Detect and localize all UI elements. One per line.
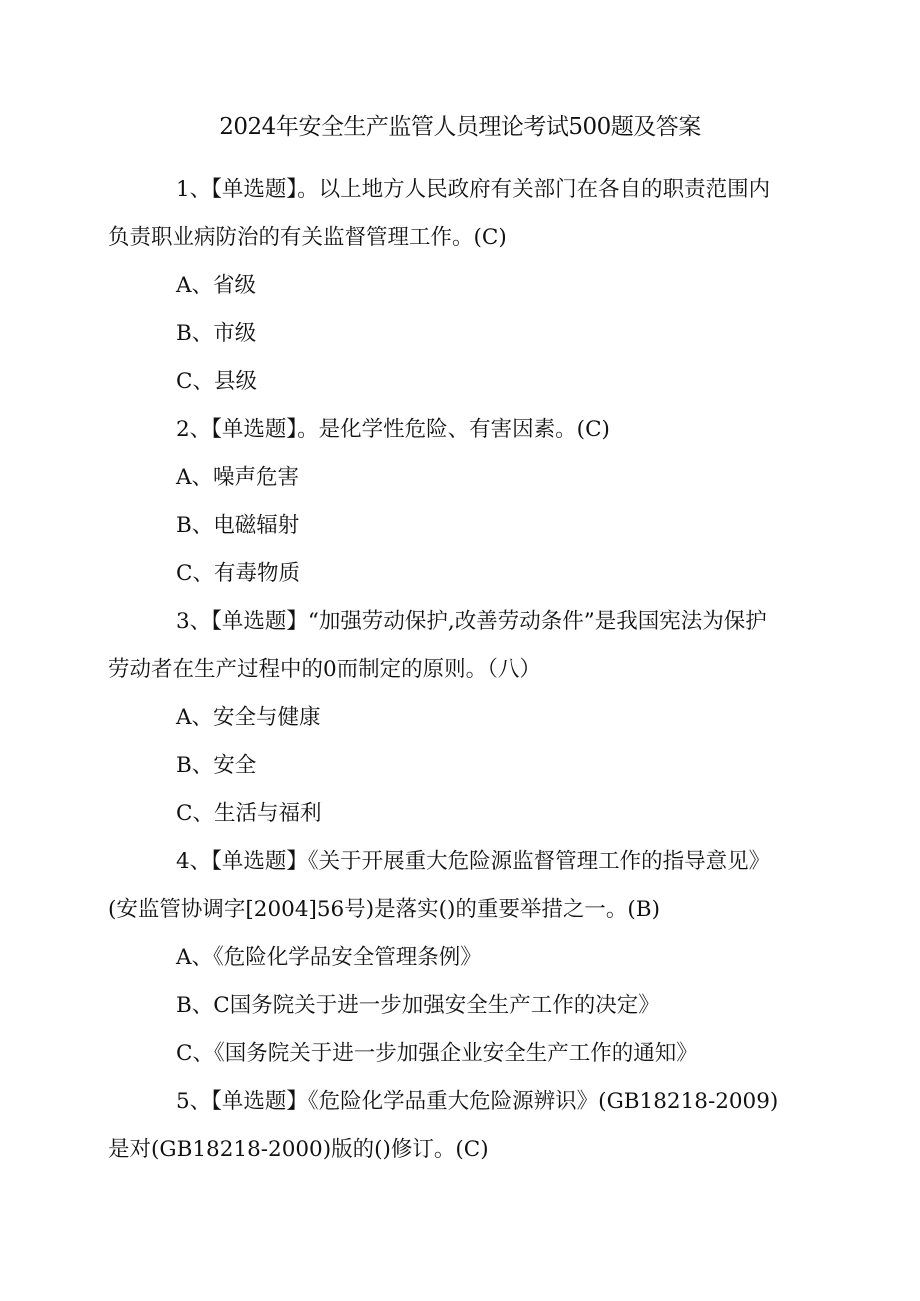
option-b: B、安全: [176, 753, 257, 778]
option-a: A、《危险化学品安全管理条例》: [176, 945, 482, 970]
option-a: A、噪声危害: [176, 465, 300, 490]
option-a: A、省级: [176, 273, 257, 298]
option-c: C、生活与福利: [176, 801, 322, 826]
option-b: B、市级: [176, 321, 257, 346]
option-b: B、电磁辐射: [176, 513, 300, 538]
question-3: [108, 598, 788, 838]
option-c: C、有毒物质: [176, 561, 300, 586]
question-list: [108, 166, 788, 1174]
question-text: 1、【单选题】。以上地方人民政府有关部门在各自的职责范围内负责职业病防治的有关监督管理工作。(C): [108, 177, 771, 250]
question-text: 5、【单选题】《危险化学品重大危险源辨识》(GB18218-2009)是对(GB18218-2000)版的()修订。(C): [108, 1089, 779, 1162]
question-4: [108, 838, 788, 1078]
option-c: C、县级: [176, 369, 257, 394]
question-text: 2、【单选题】。是化学性危险、有害因素。(C): [176, 417, 610, 442]
question-1: [108, 166, 788, 406]
question-5: [108, 1078, 788, 1174]
question-text: 3、【单选题】“加强劳动保护,改善劳动条件”是我国宪法为保护劳动者在生产过程中的0而制定的原则。（八）: [108, 609, 767, 682]
question-text: 4、【单选题】《关于开展重大危险源监督管理工作的指导意见》(安监管协调字[2004]56号)是落实()的重要举措之一。(B): [108, 849, 771, 922]
option-c: C、《国务院关于进一步加强企业安全生产工作的通知》: [176, 1041, 698, 1066]
option-a: A、安全与健康: [176, 705, 321, 730]
question-2: [108, 406, 788, 598]
document-title: 2024年安全生产监管人员理论考试500题及答案: [219, 114, 701, 140]
option-b: B、C国务院关于进一步加强安全生产工作的决定》: [176, 993, 660, 1018]
